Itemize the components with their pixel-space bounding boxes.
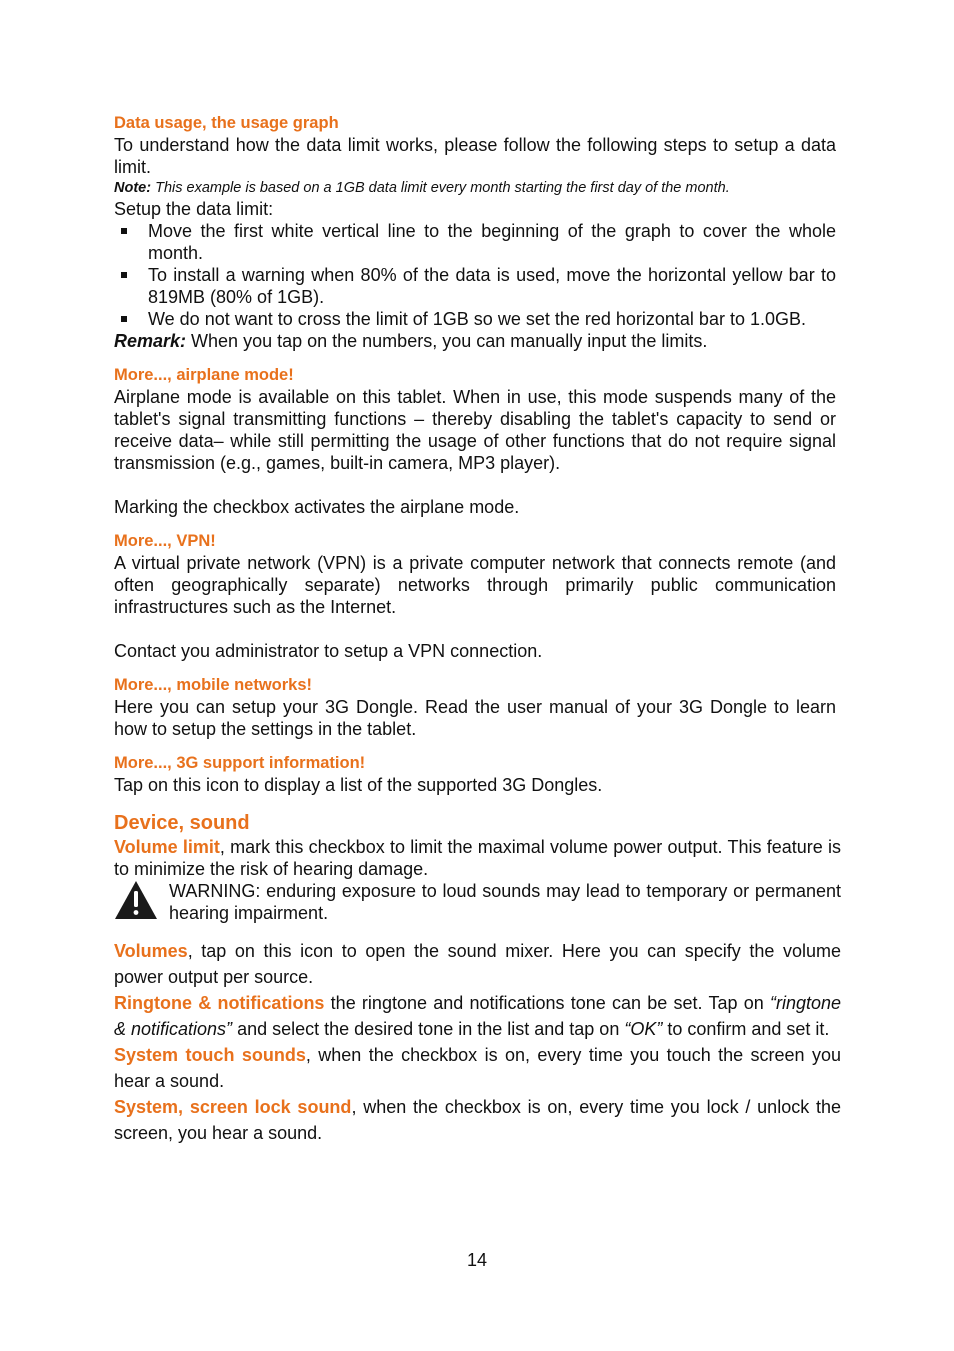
volumes-paragraph [114, 938, 841, 990]
ringtone-text-3: to confirm and set it. [662, 1019, 830, 1039]
volume-limit-label: Volume limit [114, 837, 220, 857]
volume-limit-text: , mark this checkbox to limit the maximal volume power output. This feature is to minimize the risk of hearing damage. [114, 837, 841, 879]
list-item-text: To install a warning when 80% of the data is used, move the horizontal yellow bar to 819MB (80% of 1GB). [148, 265, 836, 307]
support3g-p1: Tap on this icon to display a list of the supported 3G Dongles. [114, 775, 603, 795]
airplane-p1: Airplane mode is available on this tablet. When in use, this mode suspends many of the tablet's signal transmitting functions – thereby disabling the tablet's capacity to send or receive data– while still permitting the usage of other functions that do not require signal transmission (e.g., games, built-in camera, MP3 player). [114, 387, 836, 473]
lock-sound-paragraph [114, 1094, 841, 1146]
spacer [114, 618, 836, 640]
list-item-text: We do not want to cross the limit of 1GB so we set the red horizontal bar to 1.0GB. [148, 309, 806, 329]
touch-sounds-text: , when the checkbox is on, every time you touch the screen you hear a sound. [114, 1045, 841, 1091]
ringtone-quote-1: “ringtone & notifications” [114, 993, 841, 1039]
setup-label: Setup the data limit: [114, 199, 274, 219]
volumes-label: Volumes [114, 941, 188, 961]
list-item [114, 308, 836, 330]
list-item-text: Move the first white vertical line to the beginning of the graph to cover the whole month. [148, 221, 836, 263]
heading-vpn: More..., VPN! [114, 532, 216, 550]
mobile-p1: Here you can setup your 3G Dongle. Read the user manual of your 3G Dongle to learn how to setup the settings in the tablet. [114, 697, 836, 739]
bullet-square-icon [121, 316, 127, 322]
heading-device-sound: Device, sound [114, 812, 250, 834]
bullet-square-icon [121, 272, 127, 278]
vpn-p1: A virtual private network (VPN) is a private computer network that connects remote (and often geographically separate) networks through primarily public communication infrastructures such as the Internet. [114, 553, 836, 617]
volume-limit-paragraph [114, 836, 841, 880]
ringtone-quote-2: “OK” [624, 1019, 663, 1039]
note-text: This example is based on a 1GB data limit every month starting the first day of the month. [151, 180, 730, 196]
ringtone-text-2: and select the desired tone in the list and tap on [232, 1019, 625, 1039]
spacer [114, 474, 836, 496]
remark-label: Remark: [114, 331, 187, 351]
ringtone-paragraph [114, 990, 841, 1042]
vpn-p2: Contact you administrator to setup a VPN connection. [114, 641, 543, 661]
page-number: 14 [466, 1250, 488, 1270]
volumes-text: , tap on this icon to open the sound mixer. Here you can specify the volume power output per source. [114, 941, 841, 987]
touch-sounds-paragraph [114, 1042, 841, 1094]
touch-sounds-label: System touch sounds [114, 1045, 306, 1065]
heading-data-usage: Data usage, the usage graph [114, 114, 339, 132]
note-label: Note: [114, 180, 152, 196]
list-item [114, 220, 836, 264]
warning-text: WARNING: enduring exposure to loud sounds may lead to temporary or permanent hearing impairment. [169, 881, 841, 923]
warning-triangle-icon [114, 880, 158, 920]
bullet-square-icon [121, 228, 127, 234]
document-page [114, 112, 841, 1146]
ringtone-label: Ringtone & notifications [114, 993, 325, 1013]
list-item [114, 264, 836, 308]
setup-steps-list [114, 220, 836, 330]
data-usage-intro: To understand how the data limit works, please follow the following steps to setup a data limit. [114, 135, 836, 177]
data-usage-note [114, 178, 836, 198]
heading-mobile-networks: More..., mobile networks! [114, 676, 313, 694]
lock-sound-label: System, screen lock sound [114, 1097, 352, 1117]
airplane-p2: Marking the checkbox activates the airplane mode. [114, 497, 520, 517]
lock-sound-text: , when the checkbox is on, every time you lock / unlock the screen, you hear a sound. [114, 1097, 841, 1143]
ringtone-text-1: the ringtone and notifications tone can be set. Tap on [324, 993, 770, 1013]
warning-block [114, 880, 841, 924]
remark [114, 330, 836, 352]
heading-3g-support: More..., 3G support information! [114, 754, 366, 772]
heading-airplane: More..., airplane mode! [114, 366, 294, 384]
remark-text: When you tap on the numbers, you can manually input the limits. [186, 331, 708, 351]
